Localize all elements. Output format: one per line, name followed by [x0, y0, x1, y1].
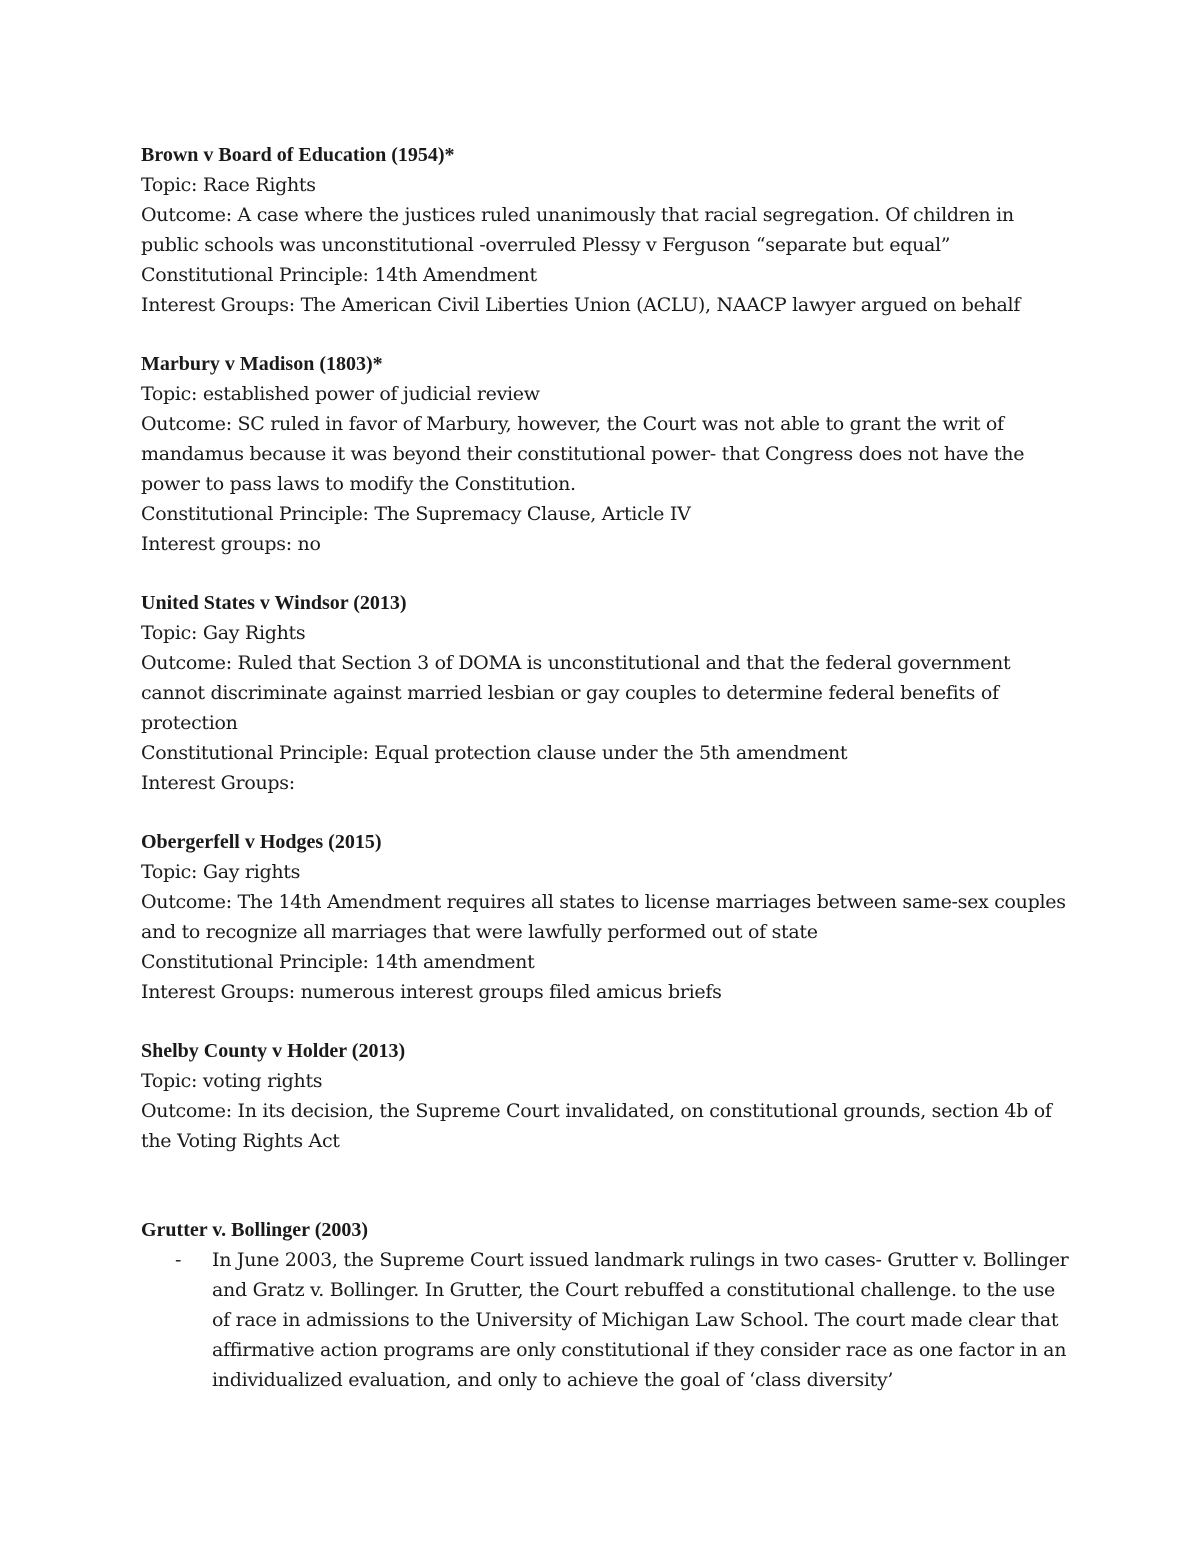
- case-brown: [141, 140, 1071, 320]
- case-windsor: [141, 588, 1071, 798]
- case-outcome: Outcome: A case where the justices ruled unanimously that racial segregation. Of children in public schools was unconstitutional -overruled Plessy v Ferguson “separate but equal”: [141, 204, 1014, 256]
- case-topic: Topic: Race Rights: [141, 174, 316, 196]
- case-principle: Constitutional Principle: 14th Amendment: [141, 264, 537, 286]
- case-topic: Topic: Gay Rights: [141, 622, 306, 644]
- case-outcome: Outcome: Ruled that Section 3 of DOMA is unconstitutional and that the federal government cannot discriminate against married lesbian or gay couples to determine federal benefits of protection: [141, 652, 1011, 734]
- case-obergefell: [141, 827, 1071, 1007]
- case-title: Marbury v Madison (1803)*: [141, 353, 383, 375]
- case-title: Grutter v. Bollinger (2003): [141, 1219, 369, 1241]
- case-title: Shelby County v Holder (2013): [141, 1040, 406, 1062]
- case-principle: Constitutional Principle: Equal protection clause under the 5th amendment: [141, 742, 848, 764]
- case-interest-groups: Interest Groups: The American Civil Liberties Union (ACLU), NAACP lawyer argued on behalf: [141, 294, 1021, 316]
- case-principle: Constitutional Principle: 14th amendment: [141, 951, 535, 973]
- case-outcome: Outcome: SC ruled in favor of Marbury, however, the Court was not able to grant the writ of mandamus because it was beyond their constitutional power- that Congress does not have the power to pass laws to modify the Constitution.: [141, 413, 1025, 495]
- case-marbury: [141, 349, 1071, 559]
- case-shelby: [141, 1036, 1071, 1156]
- case-interest-groups: Interest Groups:: [141, 772, 295, 794]
- list-item: [141, 1245, 1071, 1395]
- case-interest-groups: Interest groups: no: [141, 533, 321, 555]
- case-title: United States v Windsor (2013): [141, 592, 407, 614]
- case-title: Obergerfell v Hodges (2015): [141, 831, 382, 853]
- case-grutter: [141, 1215, 1071, 1395]
- case-outcome: Outcome: In its decision, the Supreme Court invalidated, on constitutional grounds, section 4b of the Voting Rights Act: [141, 1100, 1052, 1152]
- document-page: [141, 140, 1071, 1395]
- case-principle: Constitutional Principle: The Supremacy Clause, Article IV: [141, 503, 691, 525]
- case-title: Brown v Board of Education (1954)*: [141, 144, 455, 166]
- bullet-list: [141, 1245, 1071, 1395]
- case-outcome: Outcome: The 14th Amendment requires all states to license marriages between same-sex couples and to recognize all marriages that were lawfully performed out of state: [141, 891, 1066, 943]
- case-topic: Topic: voting rights: [141, 1070, 323, 1092]
- bullet-marker: -: [175, 1249, 182, 1271]
- case-interest-groups: Interest Groups: numerous interest groups filed amicus briefs: [141, 981, 722, 1003]
- case-topic: Topic: established power of judicial review: [141, 383, 540, 405]
- case-topic: Topic: Gay rights: [141, 861, 301, 883]
- bullet-text: In June 2003, the Supreme Court issued landmark rulings in two cases- Grutter v. Bollinger and Gratz v. Bollinger. In Grutter, the Court rebuffed a constitutional challenge. to the use of race in admissions to the University of Michigan Law School. The court made clear that affirmative action programs are only constitutional if they consider race as one factor in an individualized evaluation, and only to achieve the goal of ‘class diversity’: [212, 1249, 1069, 1391]
